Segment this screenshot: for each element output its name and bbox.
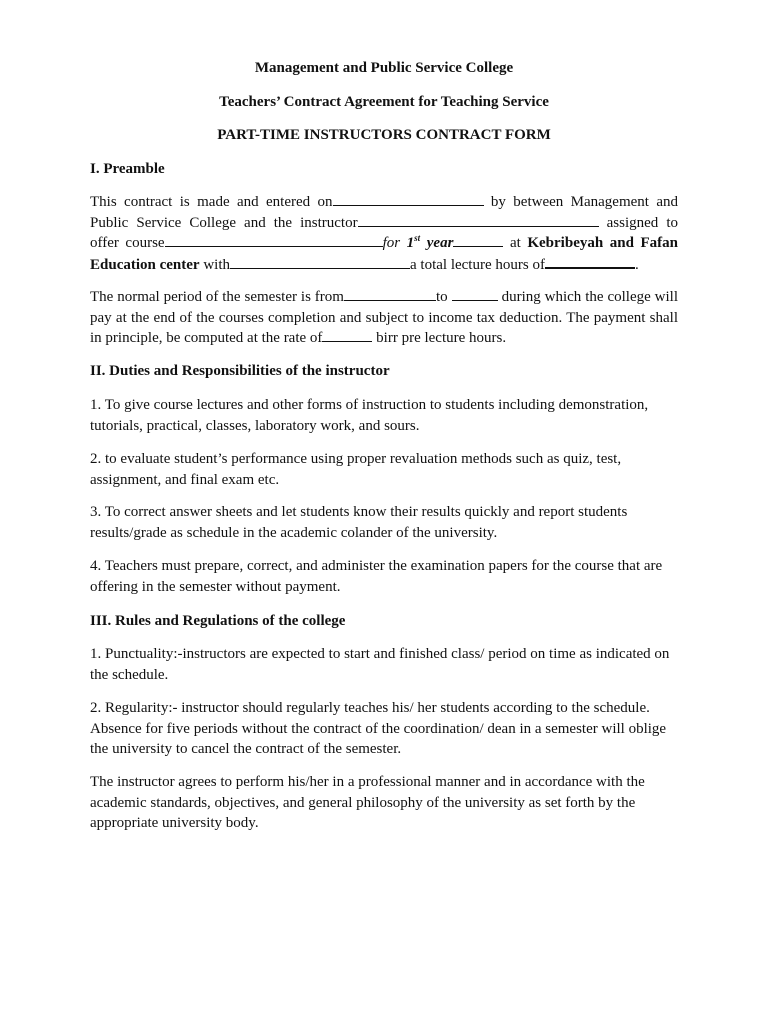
semester-start-blank[interactable] (344, 287, 436, 301)
ordinal-suffix: st (414, 233, 421, 243)
preamble-text: assigned to offer course (90, 214, 678, 251)
education-center: Kebribeyah and Fafan Education center (90, 235, 678, 273)
duty-item: 2. to evaluate student’s performance using proper revaluation methods such as quiz, test, assignment, and final exam etc. (90, 451, 622, 488)
semester-end-blank[interactable] (452, 287, 498, 301)
year-number: 1 (406, 235, 415, 251)
preamble-text: birr pre lecture hours. (372, 330, 507, 346)
preamble-text: a total lecture hours of (410, 256, 545, 273)
preamble-text: during which the college will pay at the end of the courses completion and subject to income tax deduction. The payment shall in principle, be computed at the rate of (90, 289, 679, 346)
preamble-text: with (199, 256, 230, 273)
rules-heading: III. Rules and Regulations of the college (90, 613, 346, 629)
contract-date-blank[interactable] (333, 192, 484, 206)
preamble-text: This contract is made and entered on (90, 194, 333, 210)
preamble-heading: I. Preamble (90, 161, 165, 177)
year-blank[interactable] (453, 233, 503, 247)
preamble-text: at (503, 235, 528, 251)
college-name: Management and Public Service College (254, 60, 514, 76)
rule-item: 2. Regularity:- instructor should regularly teaches his/ her students according to the schedule. Absence for five periods without the contract of the coordination/ dean in a semester will oblige the university to cancel the contract of the semester. (90, 700, 667, 757)
year-word: year (420, 235, 454, 251)
preamble-text: The normal period of the semester is from (90, 289, 344, 305)
lecture-hours-blank[interactable] (545, 254, 635, 269)
for-text: for (382, 235, 407, 251)
duty-item: 4. Teachers must prepare, correct, and administer the examination papers for the course that are offering in the semester without payment. (90, 558, 663, 595)
preamble-text: by between Management and Public Service College and the instructor (90, 194, 678, 231)
duties-heading: II. Duties and Responsibilities of the instructor (90, 363, 390, 379)
form-title: PART-TIME INSTRUCTORS CONTRACT FORM (217, 127, 551, 143)
rate-blank[interactable] (322, 328, 372, 342)
preamble-paragraph-2 (90, 287, 678, 349)
duty-item: 1. To give course lectures and other forms of instruction to students including demonstration, tutorials, practical, classes, laboratory work, and sours. (90, 397, 649, 434)
preamble-text: to (435, 289, 448, 305)
rule-item: 1. Punctuality:-instructors are expected to start and finished class/ period on time as indicated on the schedule. (90, 646, 670, 683)
year-text (407, 235, 454, 251)
course-name-blank[interactable] (165, 233, 383, 247)
duty-item: 3. To correct answer sheets and let students know their results quickly and report students results/grade as schedule in the academic colander of the university. (90, 504, 628, 541)
agreement-title: Teachers’ Contract Agreement for Teaching Service (219, 94, 549, 110)
closing-paragraph: The instructor agrees to perform his/her in a professional manner and in accordance with the academic standards, objectives, and general philosophy of the university as set forth by the appropriate university body. (90, 774, 645, 831)
preamble-text: . (634, 256, 639, 273)
instructor-name-blank[interactable] (358, 213, 599, 227)
with-blank[interactable] (230, 255, 410, 269)
preamble-paragraph-1 (90, 192, 678, 275)
